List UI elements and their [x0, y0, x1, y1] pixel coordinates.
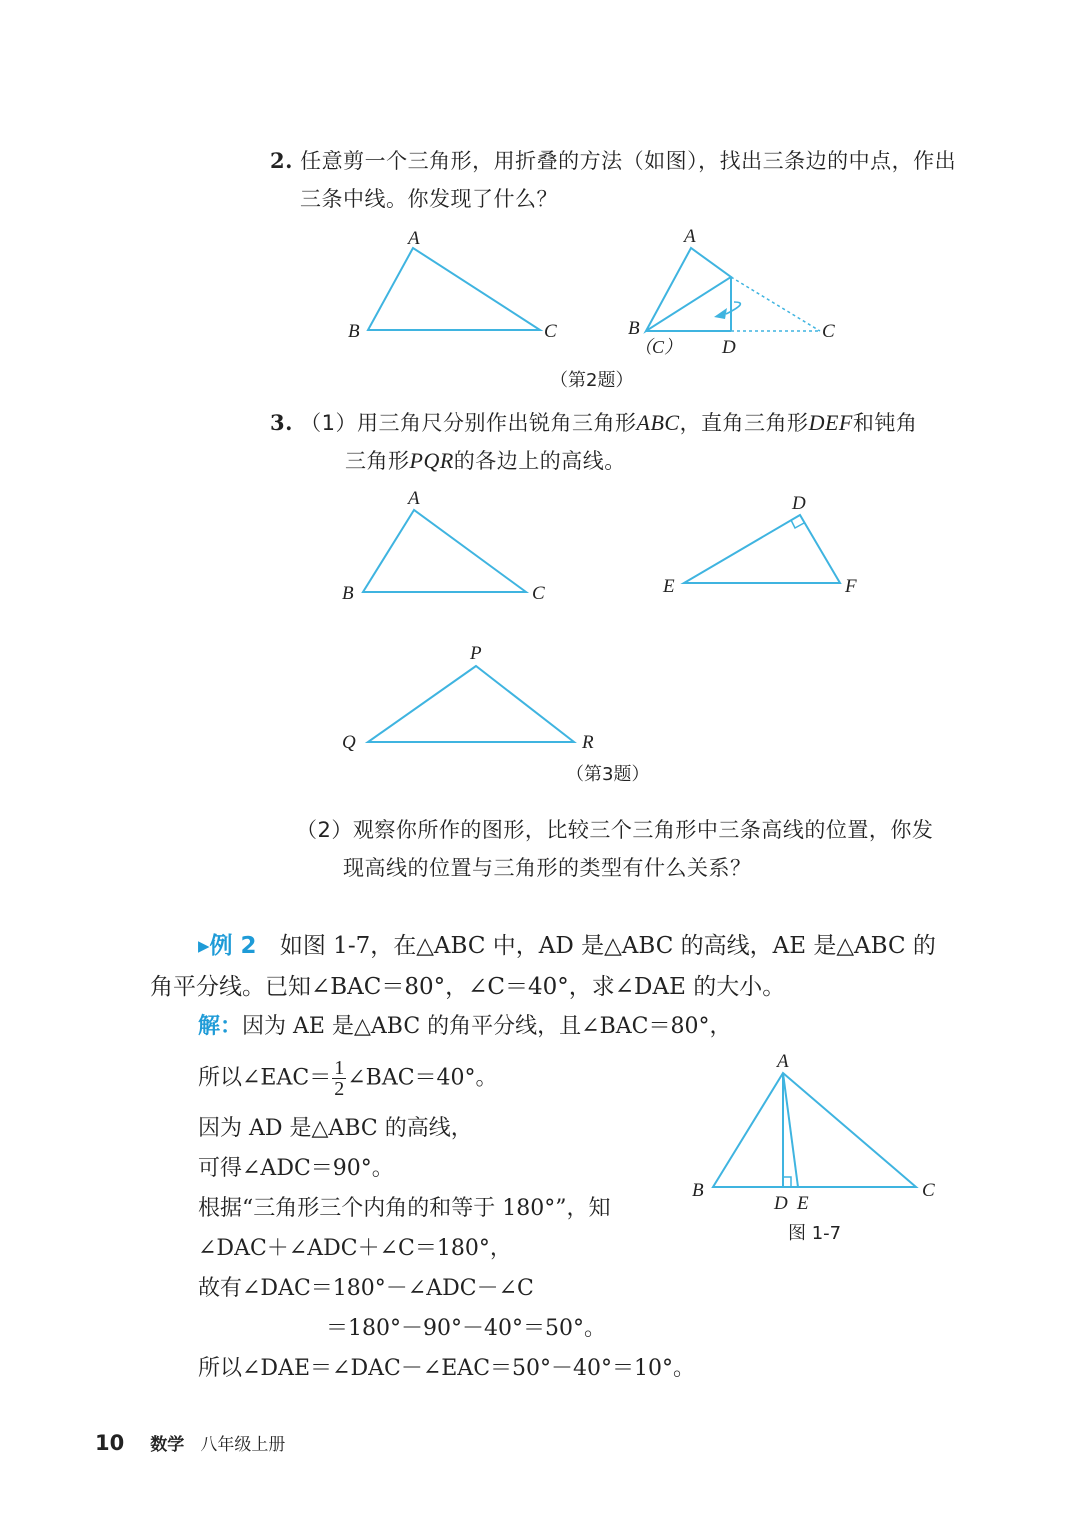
q3-figures	[330, 482, 890, 782]
q3-abc-A: A	[408, 488, 420, 509]
fig17-right-angle	[783, 1177, 791, 1187]
solution-s9: 所以∠DAE＝∠DAC－∠EAC＝50°－40°＝10°。	[198, 1356, 696, 1381]
q2-right-Cparen: （C）	[634, 337, 683, 357]
q2-dashed-side	[731, 277, 820, 331]
solution-line1	[198, 1011, 731, 1043]
q2-triangle-left	[368, 248, 540, 330]
q3-p1-e: 的各边上的高线。	[453, 449, 626, 473]
footer-subject: 数学	[150, 1435, 185, 1455]
fig17-C: C	[922, 1180, 935, 1201]
q3-def-D: D	[792, 493, 806, 514]
page-number: 10	[95, 1431, 125, 1455]
q3-p1-def: DEF	[808, 410, 853, 435]
q3-pqr-Q: Q	[342, 732, 356, 753]
q3-part1-label: （1）	[300, 411, 357, 435]
example2-line2: 角平分线。已知∠BAC＝80°，∠C＝40°，求∠DAE 的大小。	[150, 974, 786, 1000]
q3-part2-line2: 现高线的位置与三角形的类型有什么关系？	[343, 856, 752, 880]
solution-s2-post: ∠BAC＝40°。	[347, 1065, 498, 1091]
q3-triangle-pqr	[368, 666, 574, 742]
q2-line2: 三条中线。你发现了什么？	[300, 187, 558, 211]
fig17-caption: 图 1-7	[788, 1223, 842, 1244]
q3-triangle-def	[684, 515, 840, 583]
q2-right-A: A	[684, 226, 696, 247]
q3-p1-d: 三角形	[345, 449, 410, 473]
q2-left-C: C	[544, 321, 557, 342]
fig17-B: B	[692, 1180, 704, 1201]
q3-caption: （第3题）	[566, 764, 650, 785]
q3-def-E: E	[663, 576, 675, 597]
solution-s4: 可得∠ADC＝90°。	[198, 1156, 394, 1181]
q3-p1-pqr: PQR	[409, 448, 454, 473]
q2-left-B: B	[348, 321, 360, 342]
q2-number: 2.	[270, 148, 293, 173]
fig17-triangle	[713, 1073, 916, 1187]
q2-fold-arrowhead	[714, 308, 727, 319]
solution-s8: ＝180°－90°－40°＝50°。	[326, 1316, 606, 1341]
solution-fraction	[332, 1058, 346, 1099]
q3-def-F: F	[845, 576, 857, 597]
q2-right-D: D	[722, 337, 736, 358]
q2-left-A: A	[408, 228, 420, 249]
q3-p1-b: ，直角三角形	[679, 411, 809, 435]
q3-line2	[345, 446, 626, 476]
q3-part2-line1	[296, 815, 933, 845]
example2-line1	[198, 930, 936, 962]
q3-p1-c: 和钝角	[852, 411, 918, 435]
fig17-D: D	[774, 1193, 788, 1214]
q2-fold-arrow	[726, 302, 740, 314]
q3-right-angle-mark	[791, 520, 804, 528]
q2-caption: （第2题）	[550, 370, 634, 391]
fig17-bisector-AE	[783, 1073, 798, 1187]
q3-text	[270, 408, 917, 438]
solution-s2-pre: 所以∠EAC＝	[198, 1065, 332, 1091]
example2-marker: ▸例 2	[198, 933, 257, 959]
solution-s6: ∠DAC＋∠ADC＋∠C＝180°，	[198, 1236, 512, 1261]
q3-part2-label: （2）	[296, 818, 353, 842]
q2-line1: 任意剪一个三角形，用折叠的方法（如图），找出三条边的中点，作出	[300, 149, 957, 173]
q3-number: 3.	[270, 410, 293, 435]
solution-s7: 故有∠DAC＝180°－∠ADC－∠C	[198, 1276, 534, 1301]
footer-grade: 八年级上册	[200, 1435, 286, 1455]
q3-pqr-R: R	[582, 732, 594, 753]
q3-triangle-abc	[363, 510, 526, 592]
q3-p1-a: 用三角尺分别作出锐角三角形	[357, 411, 637, 435]
fig17-A: A	[777, 1051, 789, 1072]
solution-line2	[198, 1058, 498, 1099]
figure-1-7	[680, 1045, 950, 1255]
q3-abc-B: B	[342, 583, 354, 604]
fraction-denominator: 2	[334, 1078, 345, 1100]
q3-part2-text1: 观察你所作的图形，比较三个三角形中三条高线的位置，你发	[352, 818, 934, 842]
solution-s3: 因为 AD 是△ABC 的高线，	[198, 1116, 473, 1141]
q2-text	[270, 146, 956, 176]
example2-text1: 如图 1-7，在△ABC 中，AD 是△ABC 的高线，AE 是△ABC 的	[279, 933, 936, 959]
q2-fold-upper	[646, 248, 731, 331]
q2-right-B: B	[628, 318, 640, 339]
q3-abc-C: C	[532, 583, 545, 604]
q2-figures	[330, 220, 860, 365]
fraction-numerator: 1	[334, 1057, 345, 1079]
solution-s1: 因为 AE 是△ABC 的角平分线，且∠BAC＝80°，	[242, 1014, 732, 1039]
page-footer	[95, 1430, 285, 1455]
q3-p1-abc: ABC	[636, 410, 680, 435]
fig17-E: E	[797, 1193, 809, 1214]
solution-label: 解：	[198, 1014, 243, 1039]
solution-s5: 根据“三角形三个内角的和等于 180°”，知	[198, 1196, 611, 1221]
q3-pqr-P: P	[470, 643, 482, 664]
q2-right-C: C	[822, 321, 835, 342]
